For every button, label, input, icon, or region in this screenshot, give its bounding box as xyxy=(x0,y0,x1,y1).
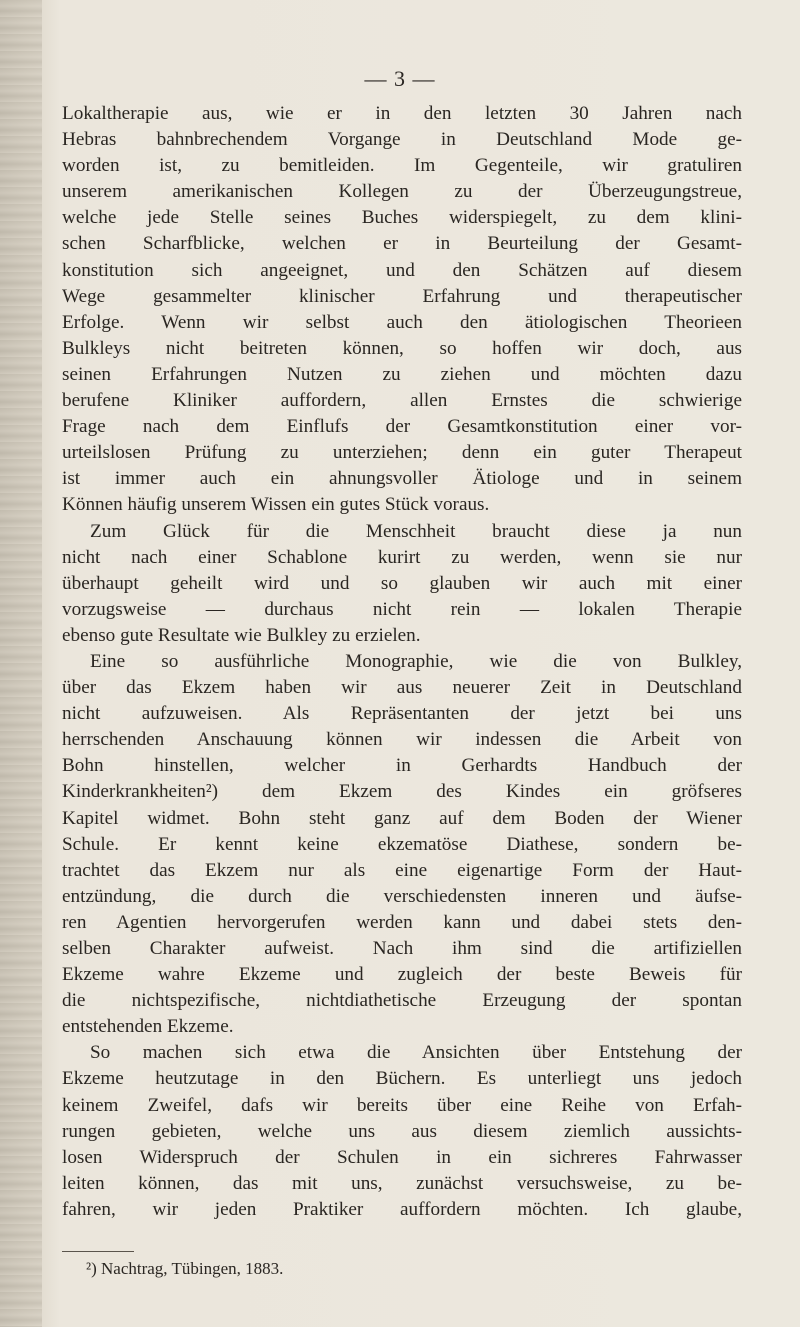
text-line: seinen Erfahrungen Nutzen zu ziehen und möchten dazu xyxy=(62,363,742,385)
text-line: Frage nach dem Einflufs der Gesamtkonstitution einer vor- xyxy=(62,416,742,438)
text-line: Schule. Er kennt keine ekzematöse Diathese, sondern be- xyxy=(62,833,742,855)
text-line: Eine so ausführliche Monographie, wie die von Bulkley, xyxy=(90,650,742,672)
text-line: nicht nach einer Schablone kurirt zu werden, wenn sie nur xyxy=(62,546,742,568)
text-line: überhaupt geheilt wird und so glauben wir auch mit einer xyxy=(62,572,742,594)
text-line: keinem Zweifel, dafs wir bereits über eine Reihe von Erfah- xyxy=(62,1094,742,1116)
text-line: ren Agentien hervorgerufen werden kann und dabei stets den- xyxy=(62,911,742,933)
text-line: die nichtspezifische, nichtdiathetische Erzeugung der spontan xyxy=(62,990,742,1012)
book-gutter-shadow xyxy=(0,0,42,1327)
text-line: Wege gesammelter klinischer Erfahrung und therapeutischer xyxy=(62,285,742,307)
text-line: Erfolge. Wenn wir selbst auch den ätiologischen Theorieen xyxy=(62,311,742,333)
paragraph-2 xyxy=(62,519,742,649)
text-line: Zum Glück für die Menschheit braucht diese ja nun xyxy=(90,520,742,542)
text-line: über das Ekzem haben wir aus neuerer Zeit in Deutschland xyxy=(62,677,742,699)
text-line: unserem amerikanischen Kollegen zu der Überzeugungstreue, xyxy=(62,181,742,203)
body-text xyxy=(62,101,742,1223)
text-line: berufene Kliniker auffordern, allen Ernstes die schwierige xyxy=(62,390,742,412)
text-line: welche jede Stelle seines Buches widerspiegelt, zu dem klini- xyxy=(62,207,742,229)
text-line: Lokaltherapie aus, wie er in den letzten 30 Jahren nach xyxy=(62,103,742,124)
page-number-header: — 3 — xyxy=(364,66,436,91)
paragraph-4 xyxy=(62,1040,742,1223)
text-line: urteilslosen Prüfung zu unterziehen; denn ein guter Therapeut xyxy=(62,442,742,464)
text-line: fahren, wir jeden Praktiker auffordern möchten. Ich glaube, xyxy=(62,1198,742,1220)
text-line: trachtet das Ekzem nur als eine eigenartige Form der Haut- xyxy=(62,859,742,881)
text-line: leiten können, das mit uns, zunächst versuchsweise, zu be- xyxy=(62,1172,742,1194)
text-line: vorzugsweise — durchaus nicht rein — lokalen Therapie xyxy=(62,598,742,620)
text-line: worden ist, zu bemitleiden. Im Gegenteile, wir gratuliren xyxy=(62,155,742,177)
text-line: nicht aufzuweisen. Als Repräsentanten der jetzt bei uns xyxy=(62,703,742,725)
text-line: ist immer auch ein ahnungsvoller Ätiologe und in seinem xyxy=(62,468,742,490)
paragraph-3 xyxy=(62,649,742,1040)
paragraph-1 xyxy=(62,101,742,519)
text-line: rungen gebieten, welche uns aus diesem ziemlich aussichts- xyxy=(62,1120,742,1142)
text-line: Hebras bahnbrechendem Vorgange in Deutschland Mode ge- xyxy=(62,129,742,151)
text-line: Kapitel widmet. Bohn steht ganz auf dem Boden der Wiener xyxy=(62,807,742,829)
text-line: Ekzeme wahre Ekzeme und zugleich der beste Beweis für xyxy=(62,964,742,986)
text-line: losen Widerspruch der Schulen in ein sichreres Fahrwasser xyxy=(62,1146,742,1168)
text-line: konstitution sich angeeignet, und den Schätzen auf diesem xyxy=(62,259,742,281)
text-line: schen Scharfblicke, welchen er in Beurteilung der Gesamt- xyxy=(62,233,742,255)
footnote-divider xyxy=(62,1251,134,1252)
text-line: Können häufig unserem Wissen ein gutes Stück voraus. xyxy=(62,494,490,516)
text-line: entzündung, die durch die verschiedensten inneren und äufse- xyxy=(62,885,742,907)
text-line: So machen sich etwa die Ansichten über Entstehung der xyxy=(90,1042,742,1064)
text-line: selben Charakter aufweist. Nach ihm sind die artifiziellen xyxy=(62,938,742,959)
text-line: entstehenden Ekzeme. xyxy=(62,1016,234,1038)
text-line: ebenso gute Resultate wie Bulkley zu erzielen. xyxy=(62,624,421,646)
text-line: Bulkleys nicht beitreten können, so hoffen wir doch, aus xyxy=(62,337,742,359)
text-line: Ekzeme heutzutage in den Büchern. Es unterliegt uns jedoch xyxy=(62,1068,742,1090)
text-line: Bohn hinstellen, welcher in Gerhardts Handbuch der xyxy=(62,755,742,777)
text-line: Kinderkrankheiten²) dem Ekzem des Kindes ein gröfseres xyxy=(62,781,742,803)
text-line: herrschenden Anschauung können wir indessen die Arbeit von xyxy=(62,729,742,751)
footnote: ²) Nachtrag, Tübingen, 1883. xyxy=(86,1259,284,1278)
